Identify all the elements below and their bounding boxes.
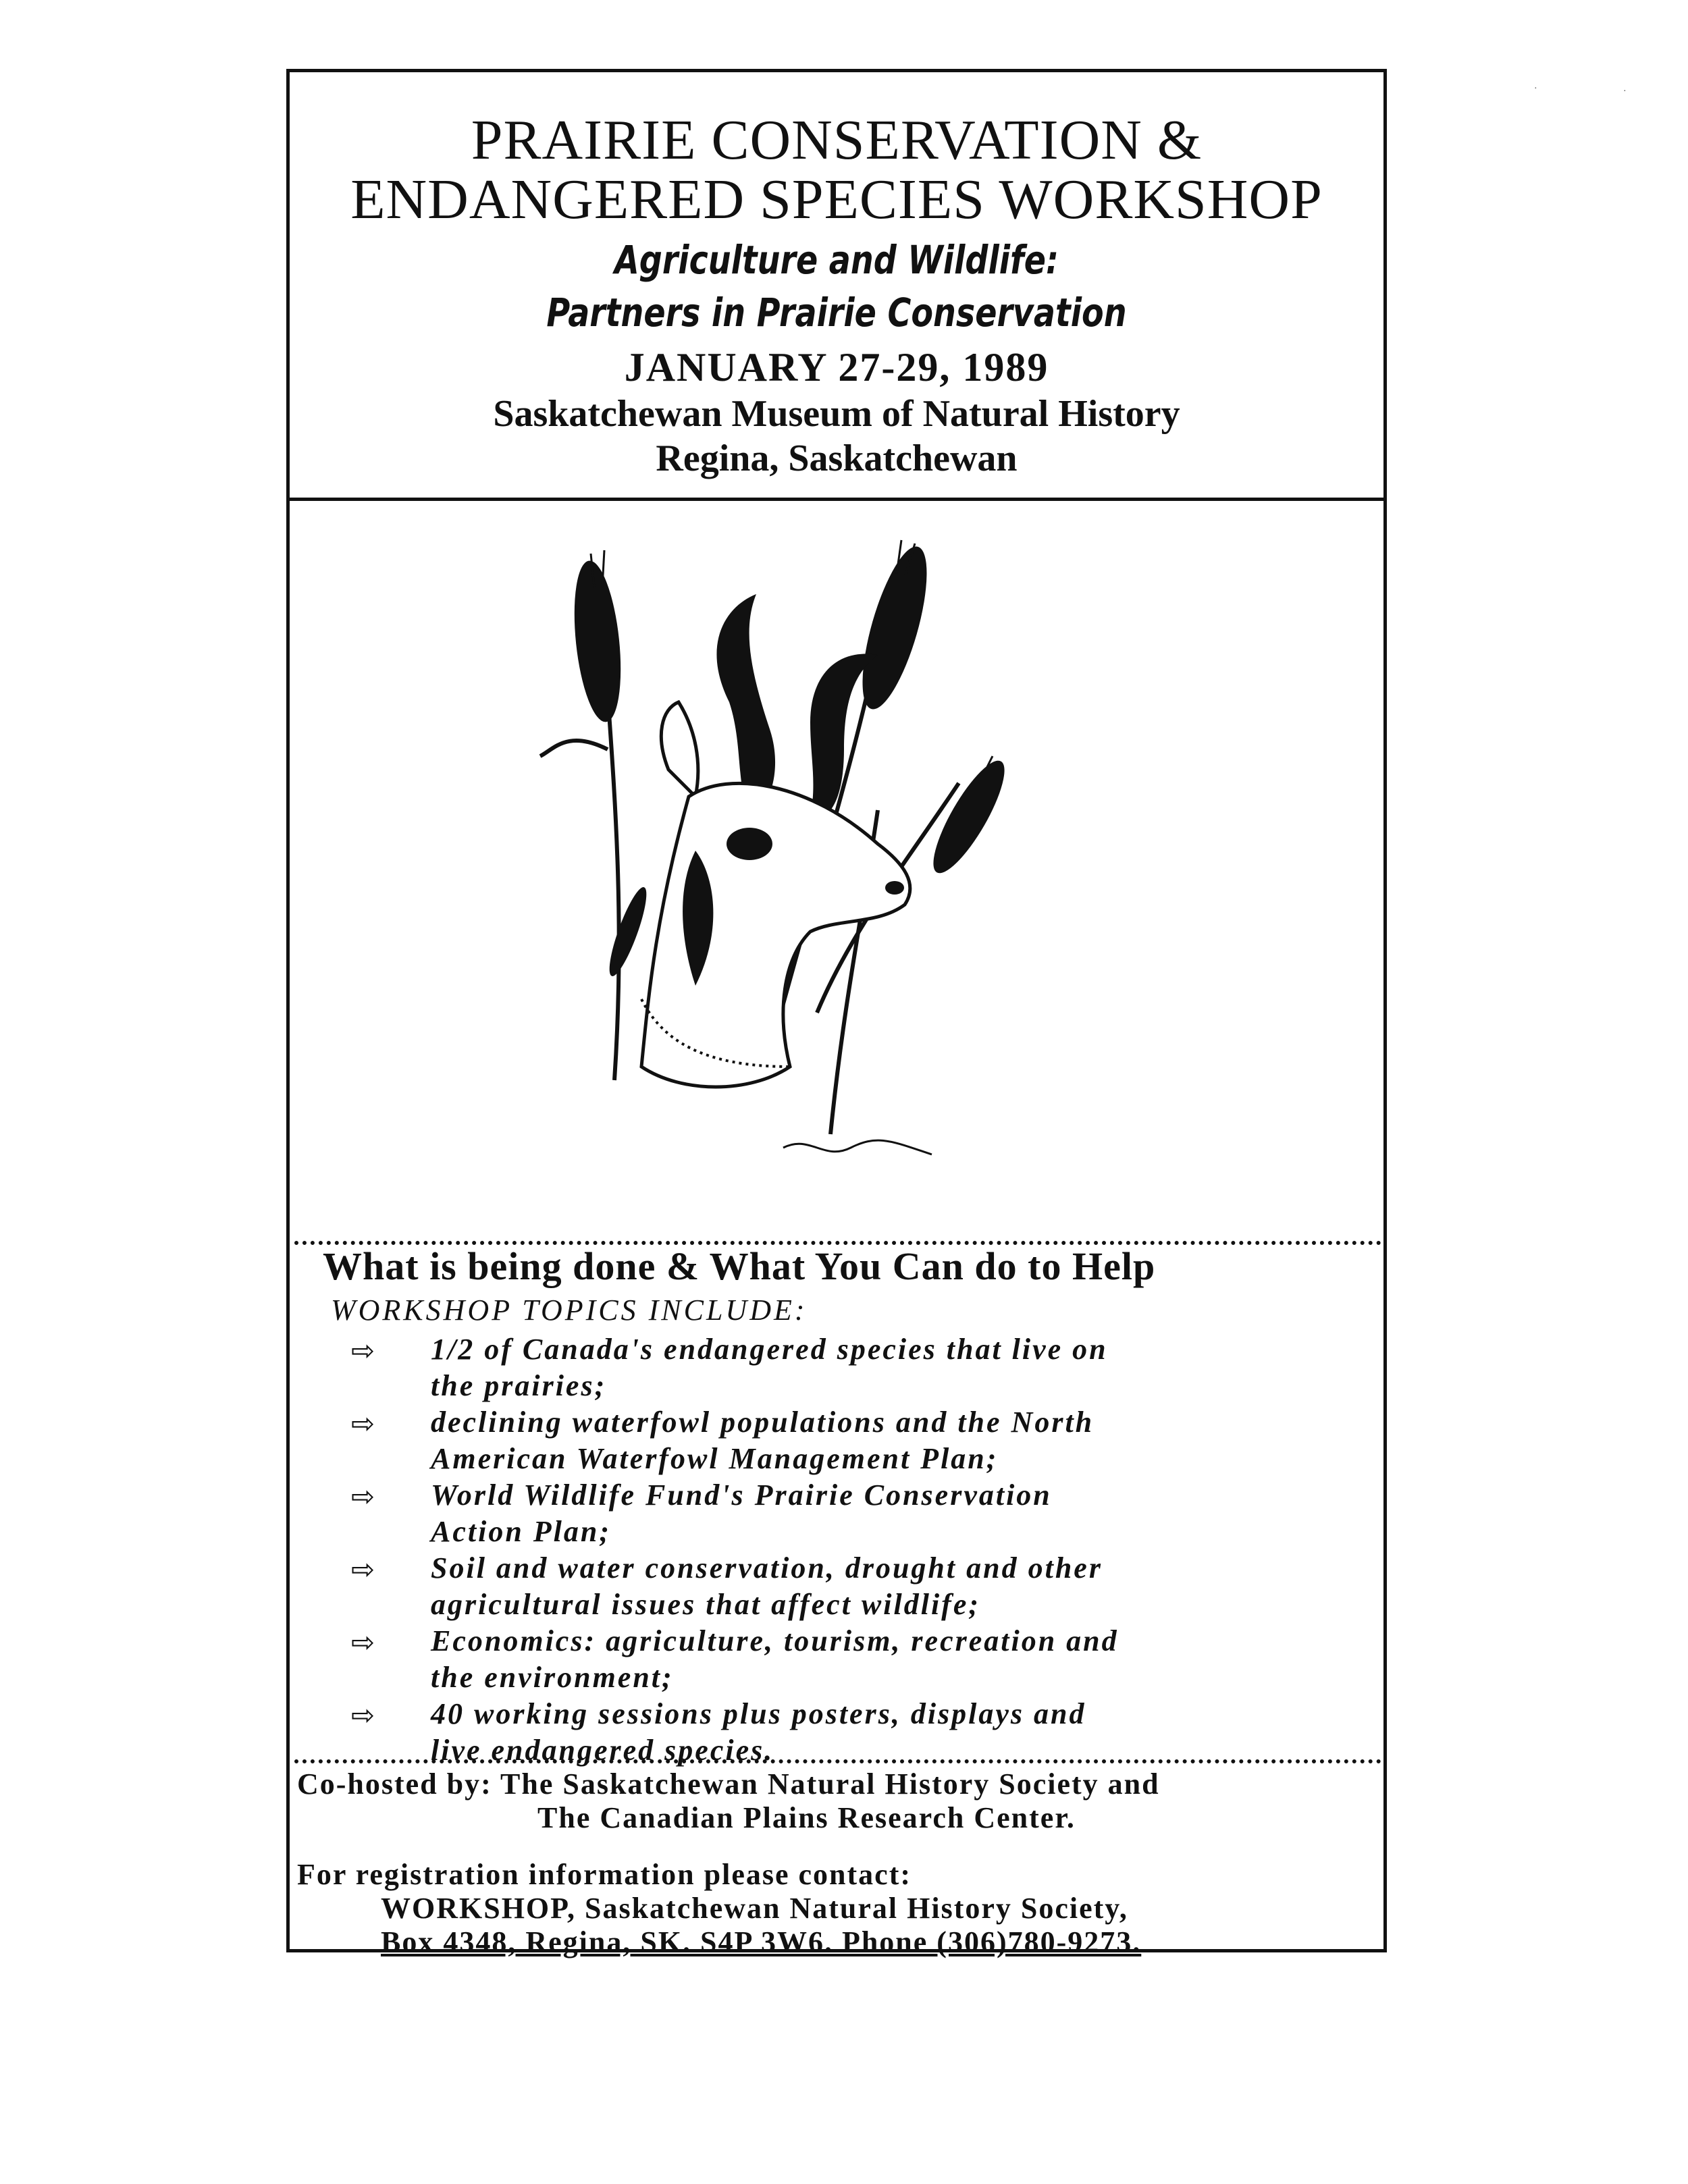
contact-line-3: Box 4348, Regina, SK. S4P 3W6. Phone (306)780-9273. xyxy=(381,1925,1142,1959)
venue-line-2: Regina, Saskatchewan xyxy=(656,437,1018,479)
contact-line-2: WORKSHOP, Saskatchewan Natural History Society, xyxy=(381,1892,1128,1925)
topic-text: Soil and water conservation, drought and other agricultural issues that affect wildlife; xyxy=(431,1551,1103,1621)
arrow-right-outline-icon: ⇨ xyxy=(351,1407,377,1440)
arrow-right-outline-icon: ⇨ xyxy=(351,1480,377,1513)
contact-line-1: For registration information please contact: xyxy=(297,1858,912,1891)
topic-text: 1/2 of Canada's endangered species that live on the prairies; xyxy=(431,1333,1108,1402)
title-line-1: PRAIRIE CONSERVATION & xyxy=(471,109,1203,171)
topic-text: 40 working sessions plus posters, displays and live endangered species. xyxy=(431,1697,1086,1767)
arrow-right-outline-icon: ⇨ xyxy=(351,1626,377,1659)
subtitle-line-2: Partners in Prairie Conservation xyxy=(546,290,1127,336)
arrow-right-outline-icon: ⇨ xyxy=(351,1553,377,1586)
cohost-line-1: Co-hosted by: The Saskatchewan Natural History Society and xyxy=(297,1767,1160,1801)
topic-item xyxy=(351,1550,1364,1623)
topic-text: Economics: agriculture, tourism, recreation and the environment; xyxy=(431,1624,1119,1694)
title-line-2: ENDANGERED SPECIES WORKSHOP xyxy=(350,168,1323,231)
bottom-dotted-divider xyxy=(294,1759,1381,1763)
cohost-block xyxy=(297,1767,1160,1835)
arrow-right-outline-icon: ⇨ xyxy=(351,1334,377,1367)
topic-item xyxy=(351,1477,1364,1550)
scan-speck: · xyxy=(1534,84,1537,94)
topic-item xyxy=(351,1623,1364,1696)
scan-speck: · xyxy=(1623,86,1627,97)
section-title: What is being done & What You Can do to Help xyxy=(323,1244,1156,1288)
subtitle-line-1: Agriculture and Wildlife: xyxy=(614,237,1059,283)
topic-item xyxy=(351,1331,1364,1404)
cohost-line-2: The Canadian Plains Research Center. xyxy=(537,1801,1076,1834)
venue-line-1: Saskatchewan Museum of Natural History xyxy=(493,393,1180,435)
topic-text: World Wildlife Fund's Prairie Conservation Action Plan; xyxy=(431,1479,1052,1548)
topic-item xyxy=(351,1404,1364,1477)
arrow-right-outline-icon: ⇨ xyxy=(351,1699,377,1732)
event-date: JANUARY 27-29, 1989 xyxy=(624,345,1049,390)
topics-list xyxy=(351,1331,1364,1769)
contact-block xyxy=(297,1858,1141,1959)
topic-item xyxy=(351,1696,1364,1769)
pronghorn-antelope-with-wheat-icon xyxy=(527,527,1148,1229)
topic-text: declining waterfowl populations and the North American Waterfowl Management Plan; xyxy=(431,1406,1094,1475)
poster-header xyxy=(286,69,1387,501)
topics-heading: WORKSHOP TOPICS INCLUDE: xyxy=(331,1294,808,1327)
